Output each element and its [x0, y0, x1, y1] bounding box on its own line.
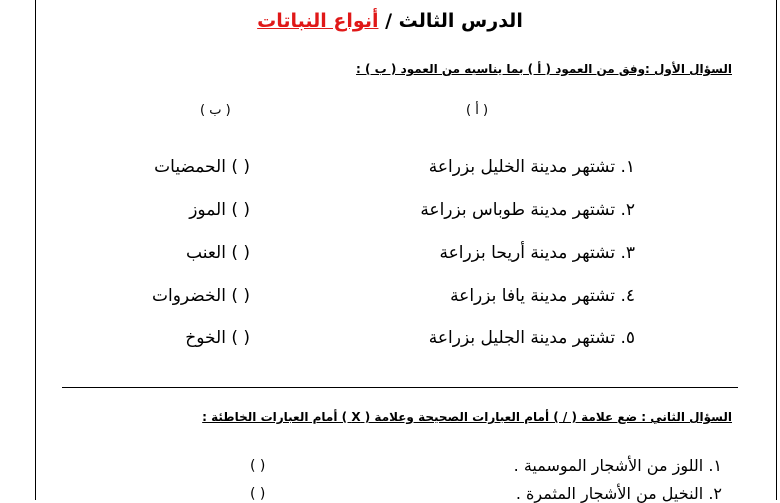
- matching-statement-4: ٤. تشتهر مدينة يافا بزراعة: [450, 286, 635, 306]
- matching-answer-2[interactable]: ( ) الموز: [189, 200, 250, 220]
- matching-answer-1[interactable]: ( ) الحمضيات: [154, 157, 250, 177]
- section-divider: [62, 387, 738, 388]
- column-b-heading: ( ب ): [200, 103, 231, 118]
- matching-answer-5[interactable]: ( ) الخوخ: [185, 328, 250, 348]
- lesson-title: [0, 10, 780, 32]
- question2-heading: السؤال الثاني : ضع علامة ( / ) أمام العبارات الصحيحة وعلامة ( X ) أمام العبارات الخاطئة :: [202, 410, 732, 424]
- lesson-title-prefix: الدرس الثالث /: [378, 10, 523, 32]
- page-border-right: [776, 0, 777, 500]
- matching-answer-4[interactable]: ( ) الخضروات: [151, 286, 250, 306]
- page-border-left: [35, 0, 36, 500]
- matching-statement-1: ١. تشتهر مدينة الخليل بزراعة: [428, 157, 635, 177]
- question1-heading: السؤال الأول :وفق من العمود ( أ ) بما يناسبه من العمود ( ب ) :: [356, 62, 732, 76]
- matching-statement-3: ٣. تشتهر مدينة أريحا بزراعة: [439, 243, 635, 263]
- true-false-blank-1[interactable]: ( ): [250, 458, 266, 474]
- matching-answer-3[interactable]: ( ) العنب: [186, 243, 250, 263]
- lesson-title-topic: أنواع النباتات: [257, 10, 379, 32]
- column-a-heading: ( أ ): [466, 103, 489, 118]
- true-false-statement-1: ١. اللوز من الأشجار الموسمية .: [513, 456, 722, 475]
- matching-statement-5: ٥. تشتهر مدينة الجليل بزراعة: [428, 328, 635, 348]
- true-false-blank-2[interactable]: ( ): [250, 486, 266, 502]
- true-false-statement-2: ٢. النخيل من الأشجار المثمرة .: [515, 484, 722, 503]
- matching-statement-2: ٢. تشتهر مدينة طوباس بزراعة: [420, 200, 635, 220]
